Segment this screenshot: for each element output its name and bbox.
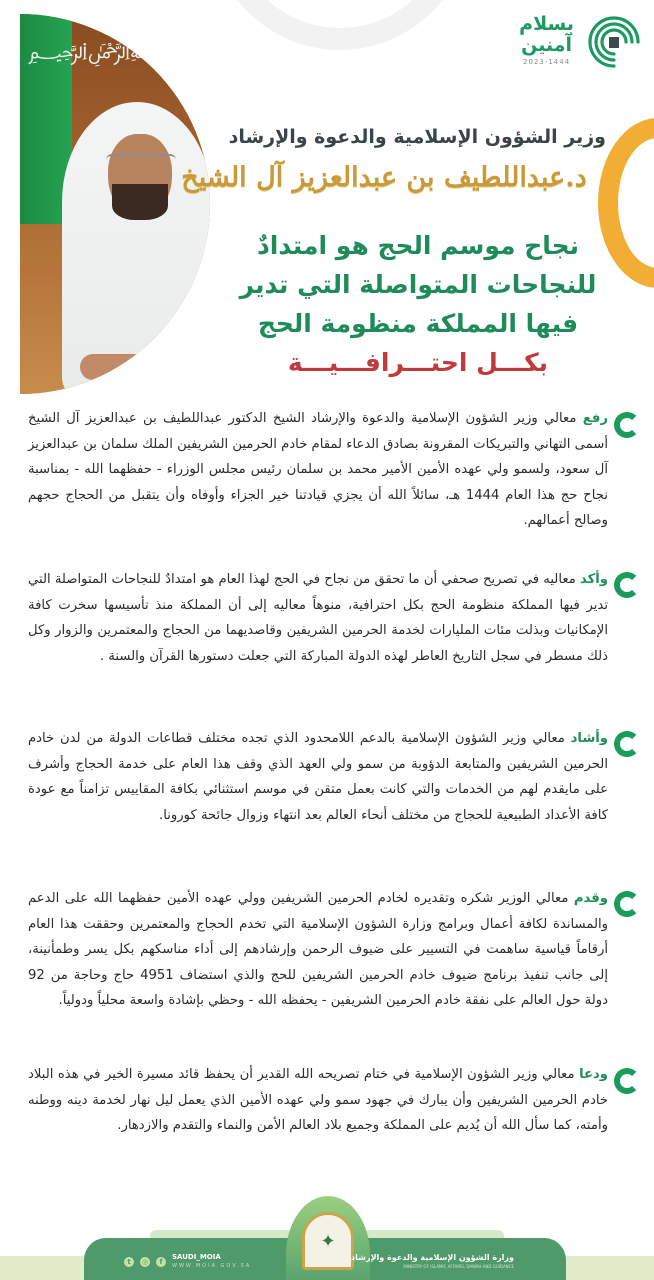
logo-year: 2023-1444 bbox=[523, 57, 571, 66]
twitter-icon[interactable]: t bbox=[124, 1257, 134, 1267]
headline-accent: بكـــل احتـــرافـــيـــة bbox=[287, 348, 549, 377]
bullet-arc-icon bbox=[622, 572, 640, 598]
emblem-glyph: ✦ bbox=[320, 1230, 336, 1252]
paragraph-lead-word: رفع bbox=[582, 411, 608, 426]
bullet-arc-icon bbox=[622, 412, 640, 438]
headline bbox=[218, 226, 618, 382]
website-link[interactable]: WWW.MOIA.GOV.SA bbox=[172, 1263, 252, 1269]
paragraph-thanks bbox=[28, 886, 608, 1014]
paragraph-text: معالي وزير الشؤون الإسلامية والدعوة والإرشاد الشيخ الدكتور عبداللطيف بن عبدالعزيز آل الشيخ أسمى التهاني والتبريكات المقرونة بصادق الدعاء لمقام خادم الحرمين الشريفين الملك سلمان بن عبدالعزيز آل سعود، ولسمو ولي عهده الأمين الأمير محمد بن سلمان رئيس مجلس الوزراء - حفظهما الله - بمناسبة نجاح حج هذا العام 1444 هـ، سائلاً الله أن يجزي قيادتنا خير الجزاء وأوفاه وأن يتقبل من الحجاج حجهم وصالح أعمالهم. bbox=[28, 411, 608, 528]
bullet-arc-icon bbox=[622, 1068, 640, 1094]
decorative-ring-top bbox=[210, 0, 470, 50]
headline-line-2: للنجاحات المتواصلة التي تدير bbox=[239, 270, 597, 299]
bullet-arc-icon bbox=[622, 731, 640, 757]
logo-line-1: بسلام bbox=[519, 12, 574, 35]
instagram-icon[interactable]: ◎ bbox=[141, 1257, 149, 1266]
flag-emblem-icon: ﷽ bbox=[28, 39, 197, 64]
logo-wordmark bbox=[519, 12, 574, 66]
ministry-emblem-icon bbox=[302, 1212, 354, 1270]
paragraph-statement bbox=[28, 567, 608, 669]
logo-line-2: آمنين bbox=[521, 33, 573, 56]
paragraph-lead-word: وأكد bbox=[579, 572, 608, 587]
paragraph-lead-word: ودعا bbox=[579, 1067, 608, 1082]
ministry-signature bbox=[351, 1252, 514, 1270]
headline-line-1: نجاح موسم الحج هو امتدادٌ bbox=[256, 231, 580, 260]
campaign-logo bbox=[519, 12, 642, 68]
minister-title: وزير الشؤون الإسلامية والدعوة والإرشاد bbox=[228, 126, 606, 148]
paragraph-text: معالي وزير الشؤون الإسلامية بالدعم اللامحدود الذي تجده مختلف قطاعات الدولة من لدن خادم الحرمين الشريفين والمتابعة الدؤوبة من سمو ولي العهد الذي وقف هذا العام على خدمة الحجاج وأشرف على مايقدم لهم من الخدمات والتي كانت بعمل متقن في موسم استثنائي بكافة المقاييس تزامناً مع عودة كافة الأعداد الطبيعية للحجاج من مختلف أنحاء العالم بعد انتهاء وزوال جائحة كورونا. bbox=[28, 731, 608, 823]
footer-social bbox=[124, 1253, 251, 1270]
ministry-name-english: MINISTRY OF ISLAMIC AFFAIRS, DAWAH AND GUIDANCE bbox=[403, 1264, 514, 1269]
paragraph-text: معالي الوزير شكره وتقديره لخادم الحرمين الشريفين وولي عهده الأمين حفظهما الله على الدعم والمساندة لكافة أعمال وبرامج وزارة الشؤون الإسلامية التي تخدم الحجاج والمعتمرين وحققت هذا العام أرقاماً قياسية ساهمت في التسيير على ضيوف الرحمن وإرشادهم إلى أداء مناسكهم بكل يسر وطمأنينة، إلى جانب تنفيذ برنامج ضيوف خادم الحرمين الشريفين للحج والذي استضاف 4951 حاج وحاجة من 92 دولة حول العالم على نفقة خادم الحرمين الشريفين - يحفظه الله - وحظي بإشادة واسعة محلياً ودولياً. bbox=[28, 891, 608, 1008]
kaaba-arcs-icon bbox=[586, 12, 642, 68]
paragraph-praise bbox=[28, 726, 608, 828]
facebook-icon[interactable]: f bbox=[156, 1257, 166, 1267]
paragraph-lead-word: وأشاد bbox=[570, 731, 608, 746]
minister-name-calligraphy: د.عبداللطيف بن عبدالعزيز آل الشيخ bbox=[181, 162, 587, 193]
minister-portrait bbox=[20, 14, 210, 394]
ministry-name-arabic: وزارة الشؤون الإسلامية والدعوة والإرشاد bbox=[351, 1253, 514, 1262]
paragraph-text: معالي وزير الشؤون الإسلامية في ختام تصريحه الله القدير أن يحفظ قائد مسيرة الخير في هذه البلاد خادم الحرمين الشريفين وأن يبارك في جهود سمو ولي عهده الأمين الذي يعمل ليل نهار لخدمة دينه ووطنه وأمته، كما سأل الله أن يُديم على المملكة وجميع بلاد العالم الأمن والنماء والتقدم والازدهار. bbox=[28, 1067, 608, 1133]
portrait-glasses bbox=[106, 154, 176, 170]
bullet-arc-icon bbox=[622, 891, 640, 917]
portrait-hands bbox=[80, 354, 150, 380]
paragraph-prayer bbox=[28, 1062, 608, 1139]
headline-line-3: فيها المملكة منظومة الحج bbox=[257, 309, 579, 338]
social-handle[interactable]: SAUDI_MOIA bbox=[172, 1253, 221, 1261]
paragraph-lead-word: وقدم bbox=[573, 891, 608, 906]
paragraph-congratulations bbox=[28, 406, 608, 534]
portrait-beard bbox=[112, 184, 168, 220]
paragraph-text: معاليه في تصريح صحفي أن ما تحقق من نجاح في الحج لهذا العام هو امتدادٌ للنجاحات المتواصلة التي تدير فيها المملكة منظومة الحج بكل احترافية، منوهاً معاليه إلى أن المملكة منذ تأسيسها سخرت كافة الإمكانيات وبذلت مئات المليارات لخدمة الحرمين الشريفين وقاصديهما من الحجاج والمعتمرين والزوار وكل ذلك مسطر في سجل التاريخ العاطر لهذه الدولة المباركة التي جعلت دستورها القرآن والسنة . bbox=[28, 572, 608, 664]
